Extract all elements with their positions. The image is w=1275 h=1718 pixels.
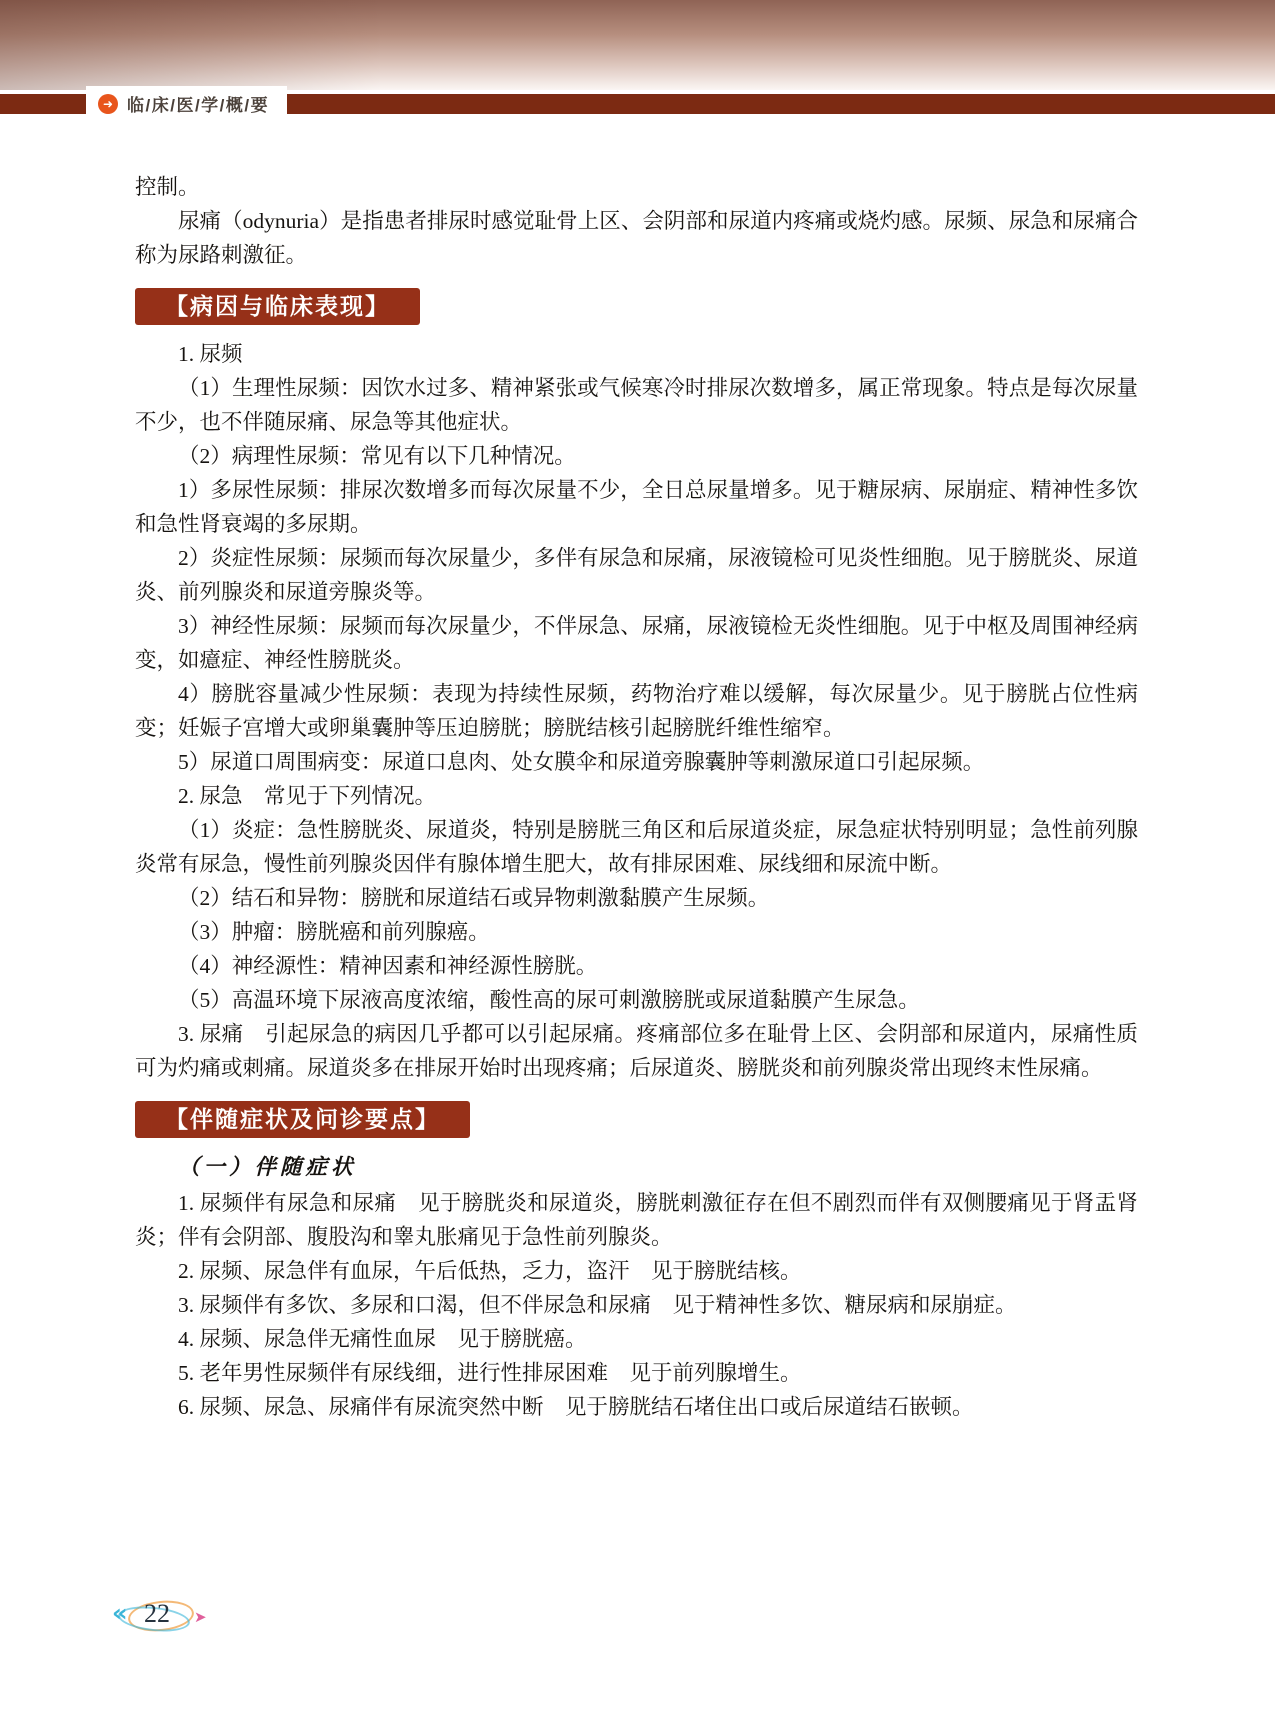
paragraph: 6. 尿频、尿急、尿痛伴有尿流突然中断 见于膀胱结石堵住出口或后尿道结石嵌顿。: [178, 1395, 974, 1419]
paragraph: 1. 尿频: [178, 342, 243, 366]
paragraph: 2）炎症性尿频：尿频而每次尿量少，多伴有尿急和尿痛，尿液镜检可见炎性细胞。见于膀胱炎、尿道炎、前列腺炎和尿道旁腺炎等。: [135, 546, 1138, 604]
page-footer: [112, 1594, 252, 1642]
content: [135, 170, 1138, 1424]
page-number: 22: [144, 1599, 170, 1628]
paragraph: （1）生理性尿频：因饮水过多、精神紧张或气候寒冷时排尿次数增多，属正常现象。特点是每次尿量不少，也不伴随尿痛、尿急等其他症状。: [135, 376, 1138, 434]
paragraph: 4. 尿频、尿急伴无痛性血尿 见于膀胱癌。: [178, 1327, 587, 1351]
section-heading: 【伴随症状及问诊要点】: [135, 1101, 470, 1138]
header-gradient-band: [0, 0, 1275, 90]
paragraph: 2. 尿急 常见于下列情况。: [178, 784, 437, 808]
paragraph: （4）神经源性：精神因素和神经源性膀胱。: [178, 954, 598, 978]
paragraph: 4）膀胱容量减少性尿频：表现为持续性尿频，药物治疗难以缓解，每次尿量少。见于膀胱占位性病变；妊娠子宫增大或卵巢囊肿等压迫膀胱；膀胱结核引起膀胱纤维性缩窄。: [135, 682, 1138, 740]
paragraph: （3）肿瘤：膀胱癌和前列腺癌。: [178, 920, 490, 944]
book-title: 临/床/医/学/概/要: [127, 96, 270, 115]
paragraph: 3. 尿痛 引起尿急的病因几乎都可以引起尿痛。疼痛部位多在耻骨上区、会阴部和尿道内，尿痛性质可为灼痛或刺痛。尿道炎多在排尿开始时出现疼痛；后尿道炎、膀胱炎和前列腺炎常出现终末性尿痛。: [135, 1022, 1138, 1080]
paragraph: 2. 尿频、尿急伴有血尿，午后低热，乏力，盗汗 见于膀胱结核。: [178, 1259, 802, 1283]
section-heading: 【病因与临床表现】: [135, 288, 420, 325]
paragraph: 3. 尿频伴有多饮、多尿和口渴，但不伴尿急和尿痛 见于精神性多饮、糖尿病和尿崩症。: [178, 1293, 1017, 1317]
footer-arrow-right-icon: [194, 1608, 207, 1626]
footer-swirl-left-icon: [112, 1601, 128, 1625]
paragraph: 1. 尿频伴有尿急和尿痛 见于膀胱炎和尿道炎，膀胱刺激征存在但不剧烈而伴有双侧腰痛见于肾盂肾炎；伴有会阴部、腹股沟和睾丸胀痛见于急性前列腺炎。: [135, 1191, 1138, 1249]
paragraph: （5）高温环境下尿液高度浓缩，酸性高的尿可刺激膀胱或尿道黏膜产生尿急。: [178, 988, 920, 1012]
paragraph: 5. 老年男性尿频伴有尿线细，进行性排尿困难 见于前列腺增生。: [178, 1361, 802, 1385]
paragraph: 尿痛（odynuria）是指患者排尿时感觉耻骨上区、会阴部和尿道内疼痛或烧灼感。尿频、尿急和尿痛合称为尿路刺激征。: [135, 209, 1138, 267]
running-header: [86, 86, 287, 121]
paragraph: 5）尿道口周围病变：尿道口息肉、处女膜伞和尿道旁腺囊肿等刺激尿道口引起尿频。: [178, 750, 985, 774]
arrow-circle-icon: [98, 94, 118, 114]
paragraph: 控制。: [135, 175, 200, 199]
paragraph: （2）结石和异物：膀胱和尿道结石或异物刺激黏膜产生尿频。: [178, 886, 770, 910]
paragraph: （1）炎症：急性膀胱炎、尿道炎，特别是膀胱三角区和后尿道炎症，尿急症状特别明显；急性前列腺炎常有尿急，慢性前列腺炎因伴有腺体增生肥大，故有排尿困难、尿线细和尿流中断。: [135, 818, 1138, 876]
paragraph: 3）神经性尿频：尿频而每次尿量少，不伴尿急、尿痛，尿液镜检无炎性细胞。见于中枢及周围神经病变，如癔症、神经性膀胱炎。: [135, 614, 1138, 672]
paragraph: （一）伴随症状: [178, 1155, 357, 1179]
paragraph: 1）多尿性尿频：排尿次数增多而每次尿量不少，全日总尿量增多。见于糖尿病、尿崩症、精神性多饮和急性肾衰竭的多尿期。: [135, 478, 1138, 536]
paragraph: （2）病理性尿频：常见有以下几种情况。: [178, 444, 576, 468]
